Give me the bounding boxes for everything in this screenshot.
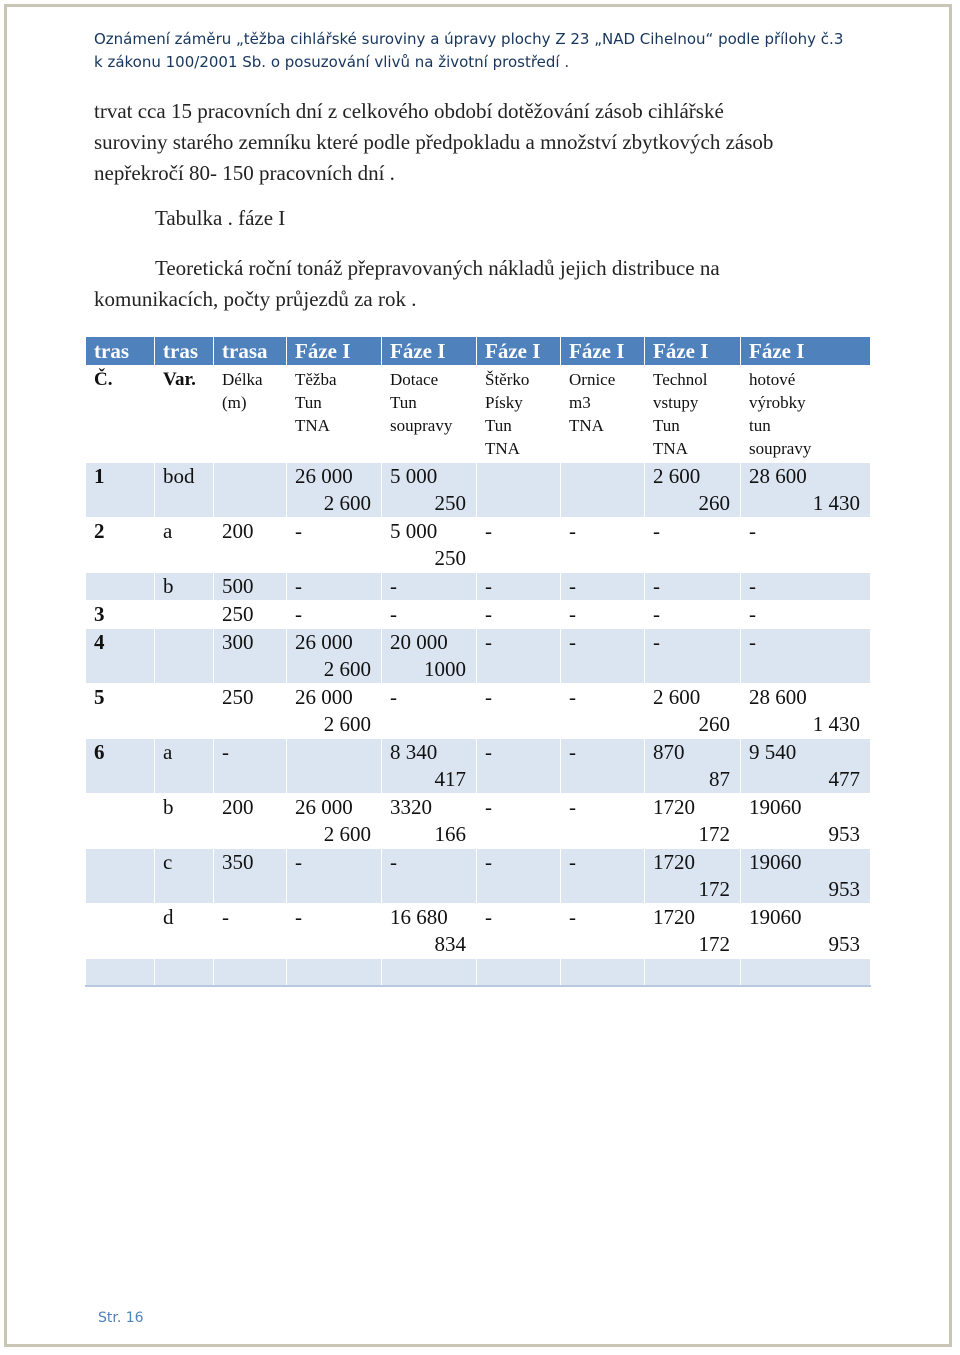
cell-line: - <box>749 519 756 543</box>
cell-line: - <box>653 630 660 654</box>
cell-tech <box>645 463 741 518</box>
cell-line: 870 <box>653 740 685 764</box>
description-line-1: Teoretická roční tonáž přepravovaných nákladů jejich distribuce na <box>155 256 720 280</box>
cell-tezba <box>287 904 382 959</box>
cell-dotace <box>382 601 477 629</box>
subheader-line: Tun <box>295 393 322 412</box>
cell-tech <box>645 794 741 849</box>
table-row <box>86 601 871 629</box>
cell-dotace <box>382 463 477 518</box>
cell-line: 19060 <box>749 850 802 874</box>
header-cell: Fáze I <box>741 337 871 366</box>
subheader-cell <box>287 366 382 463</box>
subheader-line: hotové <box>749 370 796 389</box>
subheader-cell <box>155 366 214 463</box>
cell-tezba <box>287 739 382 794</box>
cell-hot <box>741 573 871 601</box>
cell-ornice <box>561 739 645 794</box>
cell-tech <box>645 684 741 739</box>
subheader-line: m3 <box>569 393 591 412</box>
cell-dotace <box>382 573 477 601</box>
cell-line: 1720 <box>653 905 695 929</box>
tonnage-table <box>85 336 871 987</box>
cell-sterk <box>477 684 561 739</box>
cell-line: - <box>390 602 397 626</box>
cell-hot <box>741 739 871 794</box>
cell-line: 16 680 <box>390 905 448 929</box>
cell-tech <box>645 573 741 601</box>
cell-line: 87 <box>709 767 730 791</box>
cell-line: - <box>390 574 397 598</box>
table-end-row <box>86 959 871 987</box>
header-cell: tras <box>155 337 214 366</box>
cell-line: 26 000 <box>295 795 353 819</box>
cell-line: - <box>569 905 576 929</box>
cell-line: - <box>485 574 492 598</box>
cell-line: 19060 <box>749 905 802 929</box>
subheader-line: Č. <box>94 369 113 390</box>
cell-line: 172 <box>698 822 730 846</box>
table-row <box>86 739 871 794</box>
cell-tech <box>645 629 741 684</box>
cell-dotace <box>382 739 477 794</box>
cell-tech <box>645 849 741 904</box>
cell-c: 1 <box>86 463 155 518</box>
cell-line: - <box>569 630 576 654</box>
cell-tezba <box>287 518 382 573</box>
header-line-2: k zákonu 100/2001 Sb. o posuzování vlivů na životní prostředí . <box>94 53 570 71</box>
cell-line: - <box>749 574 756 598</box>
cell-line: 3320 <box>390 795 432 819</box>
subheader-cell <box>741 366 871 463</box>
cell-sterk <box>477 904 561 959</box>
cell-line: 1 430 <box>812 712 860 736</box>
cell-tezba <box>287 849 382 904</box>
subheader-line: Štěrko <box>485 370 530 389</box>
cell-c <box>86 849 155 904</box>
cell-dotace <box>382 849 477 904</box>
header-cell: trasa <box>214 337 287 366</box>
empty-cell <box>287 959 382 987</box>
cell-line: 26 000 <box>295 464 353 488</box>
table-row <box>86 794 871 849</box>
cell-line: 172 <box>698 932 730 956</box>
cell-line: - <box>485 519 492 543</box>
cell-line: - <box>749 602 756 626</box>
cell-var: a <box>155 518 214 573</box>
subheader-cell <box>382 366 477 463</box>
cell-line: - <box>749 630 756 654</box>
subheader-line: tun <box>749 416 771 435</box>
table-row <box>86 684 871 739</box>
table-row <box>86 849 871 904</box>
header-cell: Fáze I <box>382 337 477 366</box>
paragraph-line-1: trvat cca 15 pracovních dní z celkového období dotěžování zásob cihlářské <box>94 99 724 123</box>
cell-c: 2 <box>86 518 155 573</box>
subheader-cell <box>86 366 155 463</box>
cell-tech <box>645 739 741 794</box>
cell-tezba <box>287 629 382 684</box>
cell-line: - <box>653 574 660 598</box>
cell-delka: 200 <box>214 518 287 573</box>
cell-var: b <box>155 573 214 601</box>
empty-cell <box>155 959 214 987</box>
cell-line: 2 600 <box>323 657 371 681</box>
cell-line: - <box>569 685 576 709</box>
cell-c <box>86 904 155 959</box>
cell-line: - <box>295 519 302 543</box>
table-row <box>86 904 871 959</box>
cell-sterk <box>477 849 561 904</box>
cell-line: 9 540 <box>749 740 797 764</box>
cell-var <box>155 684 214 739</box>
subheader-line: TNA <box>295 416 330 435</box>
cell-line: - <box>485 795 492 819</box>
cell-ornice <box>561 849 645 904</box>
cell-hot <box>741 629 871 684</box>
cell-hot <box>741 601 871 629</box>
cell-line: 1 430 <box>812 491 860 515</box>
page-number: Str. 16 <box>98 1310 144 1326</box>
description-line-2: komunikacích, počty průjezdů za rok . <box>94 287 417 311</box>
cell-hot <box>741 518 871 573</box>
cell-line: - <box>569 850 576 874</box>
cell-sterk <box>477 463 561 518</box>
subheader-line: vstupy <box>653 393 699 412</box>
cell-line: 26 000 <box>295 685 353 709</box>
empty-cell <box>741 959 871 987</box>
cell-c: 3 <box>86 601 155 629</box>
cell-tezba <box>287 573 382 601</box>
cell-line: 1000 <box>424 657 466 681</box>
cell-line: - <box>390 685 397 709</box>
table-description <box>94 253 874 315</box>
cell-line: 20 000 <box>390 630 448 654</box>
paragraph-line-2: suroviny starého zemníku které podle předpokladu a množství zbytkových zásob <box>94 130 774 154</box>
cell-dotace <box>382 904 477 959</box>
subheader-line: TNA <box>653 439 688 458</box>
subheader-line: soupravy <box>390 416 453 435</box>
cell-delka: 300 <box>214 629 287 684</box>
cell-line: - <box>569 740 576 764</box>
subheader-line: TNA <box>485 439 520 458</box>
cell-c <box>86 573 155 601</box>
cell-tezba <box>287 601 382 629</box>
cell-line: 166 <box>434 822 466 846</box>
empty-cell <box>382 959 477 987</box>
cell-line: - <box>569 602 576 626</box>
cell-line: 953 <box>828 822 860 846</box>
subheader-line: Tun <box>485 416 512 435</box>
header-cell: Fáze I <box>477 337 561 366</box>
cell-delka: 200 <box>214 794 287 849</box>
cell-delka: 350 <box>214 849 287 904</box>
cell-var: bod <box>155 463 214 518</box>
cell-var: a <box>155 739 214 794</box>
subheader-line: TNA <box>569 416 604 435</box>
cell-sterk <box>477 573 561 601</box>
cell-line: 260 <box>698 491 730 515</box>
cell-line: - <box>569 519 576 543</box>
subheader-line: Dotace <box>390 370 439 389</box>
cell-hot <box>741 684 871 739</box>
cell-tech <box>645 904 741 959</box>
cell-tezba <box>287 463 382 518</box>
cell-dotace <box>382 629 477 684</box>
cell-c: 5 <box>86 684 155 739</box>
cell-var: c <box>155 849 214 904</box>
subheader-cell <box>214 366 287 463</box>
body-paragraph <box>94 96 874 189</box>
subheader-cell <box>645 366 741 463</box>
cell-delka <box>214 463 287 518</box>
table-row <box>86 629 871 684</box>
cell-line: 28 600 <box>749 464 807 488</box>
cell-var <box>155 629 214 684</box>
cell-line: 953 <box>828 877 860 901</box>
subheader-line: Tun <box>390 393 417 412</box>
cell-delka: 250 <box>214 684 287 739</box>
cell-var: d <box>155 904 214 959</box>
cell-line: 260 <box>698 712 730 736</box>
cell-ornice <box>561 463 645 518</box>
cell-line: - <box>485 602 492 626</box>
cell-ornice <box>561 573 645 601</box>
cell-line: - <box>485 905 492 929</box>
cell-line: 417 <box>434 767 466 791</box>
empty-cell <box>86 959 155 987</box>
cell-hot <box>741 794 871 849</box>
paragraph-line-3: nepřekročí 80- 150 pracovních dní . <box>94 161 395 185</box>
cell-line: 19060 <box>749 795 802 819</box>
cell-tezba <box>287 684 382 739</box>
cell-line: 250 <box>434 491 466 515</box>
cell-line: 250 <box>434 546 466 570</box>
cell-line: - <box>390 850 397 874</box>
subheader-line: výrobky <box>749 393 806 412</box>
table-row <box>86 518 871 573</box>
header-cell: Fáze I <box>645 337 741 366</box>
cell-line: 26 000 <box>295 630 353 654</box>
cell-hot <box>741 904 871 959</box>
cell-sterk <box>477 601 561 629</box>
cell-sterk <box>477 518 561 573</box>
cell-delka: - <box>214 904 287 959</box>
cell-line: 477 <box>828 767 860 791</box>
cell-line: 834 <box>434 932 466 956</box>
cell-line: 2 600 <box>653 685 701 709</box>
cell-line: 2 600 <box>323 712 371 736</box>
cell-tech <box>645 518 741 573</box>
subheader-line: Těžba <box>295 370 337 389</box>
cell-ornice <box>561 794 645 849</box>
header-cell: Fáze I <box>561 337 645 366</box>
subheader-line: Ornice <box>569 370 616 389</box>
cell-line: - <box>485 850 492 874</box>
header-cell: tras <box>86 337 155 366</box>
cell-delka: - <box>214 739 287 794</box>
cell-line: 1720 <box>653 850 695 874</box>
cell-line: - <box>485 630 492 654</box>
header-line-1: Oznámení záměru „těžba cihlářské suroviny a úpravy plochy Z 23 „NAD Cihelnou“ podle přílohy č.3 <box>94 30 844 48</box>
cell-ornice <box>561 518 645 573</box>
cell-ornice <box>561 601 645 629</box>
subheader-line: (m) <box>222 393 247 412</box>
cell-line: 2 600 <box>323 491 371 515</box>
cell-line: - <box>295 905 302 929</box>
cell-line: - <box>295 850 302 874</box>
cell-dotace <box>382 518 477 573</box>
cell-ornice <box>561 629 645 684</box>
cell-line: 2 600 <box>323 822 371 846</box>
cell-dotace <box>382 794 477 849</box>
cell-line: 1720 <box>653 795 695 819</box>
subheader-cell <box>561 366 645 463</box>
cell-line: - <box>653 519 660 543</box>
cell-var: b <box>155 794 214 849</box>
cell-line: - <box>295 574 302 598</box>
cell-delka: 250 <box>214 601 287 629</box>
cell-hot <box>741 849 871 904</box>
cell-tezba <box>287 794 382 849</box>
subheader-line: Délka <box>222 370 263 389</box>
table-caption: Tabulka . fáze I <box>155 206 286 230</box>
cell-line: 172 <box>698 877 730 901</box>
cell-dotace <box>382 684 477 739</box>
cell-hot <box>741 463 871 518</box>
cell-c: 4 <box>86 629 155 684</box>
empty-cell <box>561 959 645 987</box>
document-header <box>94 28 894 74</box>
table-subheader-row <box>86 366 871 463</box>
subheader-line: soupravy <box>749 439 812 458</box>
subheader-line: Technol <box>653 370 708 389</box>
table-row <box>86 573 871 601</box>
cell-line: 8 340 <box>390 740 438 764</box>
subheader-line: Var. <box>163 369 196 390</box>
cell-line: 2 600 <box>653 464 701 488</box>
subheader-line: Písky <box>485 393 523 412</box>
cell-line: - <box>295 602 302 626</box>
cell-line: - <box>569 795 576 819</box>
table-header-row <box>86 337 871 366</box>
header-cell: Fáze I <box>287 337 382 366</box>
cell-line: - <box>569 574 576 598</box>
cell-sterk <box>477 629 561 684</box>
cell-c <box>86 794 155 849</box>
cell-sterk <box>477 739 561 794</box>
cell-sterk <box>477 794 561 849</box>
cell-line: - <box>485 740 492 764</box>
cell-line: 5 000 <box>390 464 438 488</box>
subheader-cell <box>477 366 561 463</box>
empty-cell <box>214 959 287 987</box>
cell-var <box>155 601 214 629</box>
cell-delka: 500 <box>214 573 287 601</box>
subheader-line: Tun <box>653 416 680 435</box>
cell-line: - <box>653 602 660 626</box>
cell-c: 6 <box>86 739 155 794</box>
table-row <box>86 463 871 518</box>
cell-line: 953 <box>828 932 860 956</box>
cell-line: 5 000 <box>390 519 438 543</box>
cell-ornice <box>561 904 645 959</box>
empty-cell <box>477 959 561 987</box>
cell-line: 28 600 <box>749 685 807 709</box>
empty-cell <box>645 959 741 987</box>
cell-ornice <box>561 684 645 739</box>
cell-line: - <box>485 685 492 709</box>
cell-tech <box>645 601 741 629</box>
